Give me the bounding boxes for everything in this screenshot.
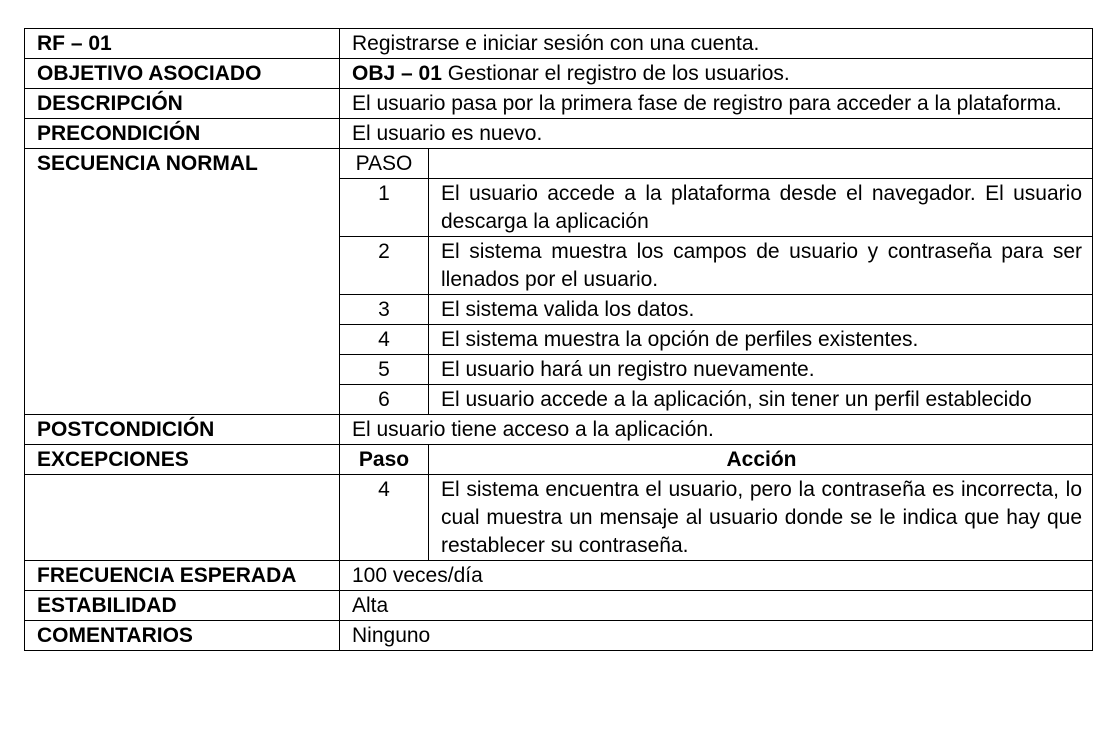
precondition-label: PRECONDICIÓN — [25, 119, 340, 149]
row-objective — [25, 59, 1093, 89]
sequence-label: SECUENCIA NORMAL — [25, 149, 340, 415]
step-text: El usuario accede a la plataforma desde el navegador. El usuario descarga la aplicación — [429, 179, 1093, 237]
comments-value: Ninguno — [340, 621, 1093, 651]
sequence-step-header: PASO — [340, 149, 429, 179]
row-frequency — [25, 561, 1093, 591]
requirement-table — [24, 28, 1093, 651]
exceptions-step-header: Paso — [340, 445, 429, 475]
step-number: 1 — [340, 179, 429, 237]
frequency-label: FRECUENCIA ESPERADA — [25, 561, 340, 591]
step-text: El sistema muestra los campos de usuario y contraseña para ser llenados por el usuario. — [429, 237, 1093, 295]
objective-value: Gestionar el registro de los usuarios. — [447, 62, 790, 85]
step-number: 6 — [340, 385, 429, 415]
objective-label: OBJETIVO ASOCIADO — [25, 59, 340, 89]
exceptions-action-header: Acción — [429, 445, 1093, 475]
exceptions-label: EXCEPCIONES — [25, 445, 340, 475]
step-text: El usuario hará un registro nuevamente. — [429, 355, 1093, 385]
description-label: DESCRIPCIÓN — [25, 89, 340, 119]
step-text: El sistema muestra la opción de perfiles existentes. — [429, 325, 1093, 355]
exception-empty-label — [25, 475, 340, 561]
step-number: 4 — [340, 325, 429, 355]
row-precondition — [25, 119, 1093, 149]
step-number: 2 — [340, 237, 429, 295]
postcondition-value: El usuario tiene acceso a la aplicación. — [340, 415, 1093, 445]
exception-step-number: 4 — [340, 475, 429, 561]
id-label: RF – 01 — [25, 29, 340, 59]
description-value: El usuario pasa por la primera fase de registro para acceder a la plataforma. — [340, 89, 1093, 119]
objective-code: OBJ – 01 — [352, 62, 442, 85]
row-sequence-header — [25, 149, 1093, 179]
comments-label: COMENTARIOS — [25, 621, 340, 651]
row-comments — [25, 621, 1093, 651]
row-id — [25, 29, 1093, 59]
row-postcondition — [25, 415, 1093, 445]
precondition-value: El usuario es nuevo. — [340, 119, 1093, 149]
objective-cell — [340, 59, 1093, 89]
step-number: 5 — [340, 355, 429, 385]
frequency-value: 100 veces/día — [340, 561, 1093, 591]
exception-text: El sistema encuentra el usuario, pero la contraseña es incorrecta, lo cual muestra un mensaje al usuario donde se le indica que hay que restablecer su contraseña. — [429, 475, 1093, 561]
step-text: El usuario accede a la aplicación, sin tener un perfil establecido — [429, 385, 1093, 415]
step-number: 3 — [340, 295, 429, 325]
step-text: El sistema valida los datos. — [429, 295, 1093, 325]
id-value: Registrarse e iniciar sesión con una cuenta. — [340, 29, 1093, 59]
row-description — [25, 89, 1093, 119]
stability-value: Alta — [340, 591, 1093, 621]
row-stability — [25, 591, 1093, 621]
sequence-action-header — [429, 149, 1093, 179]
stability-label: ESTABILIDAD — [25, 591, 340, 621]
postcondition-label: POSTCONDICIÓN — [25, 415, 340, 445]
exception-row — [25, 475, 1093, 561]
row-exceptions-header — [25, 445, 1093, 475]
